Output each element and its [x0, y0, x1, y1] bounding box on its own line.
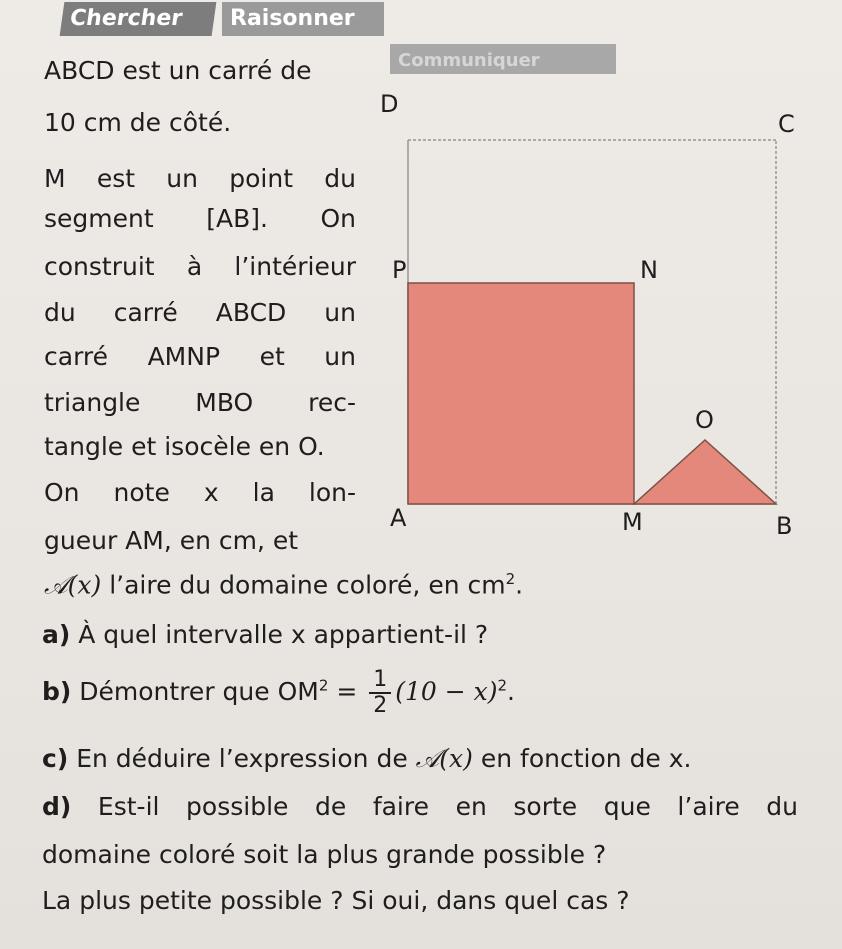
- statement-line-1: ABCD est un carré de: [44, 56, 312, 85]
- statement-line-6: du carré ABCD un: [44, 298, 356, 327]
- question-c-label: c): [42, 744, 69, 773]
- statement-line-8: triangle MBO rec-: [44, 388, 356, 417]
- question-c-text-1: En déduire l’expression de: [76, 744, 416, 773]
- area-function-c: 𝒜(x): [415, 744, 473, 773]
- question-a-text: À quel intervalle x appartient-il ?: [78, 620, 489, 649]
- question-b-label: b): [42, 677, 72, 706]
- label-c: C: [778, 110, 795, 138]
- statement-line-2: 10 cm de côté.: [44, 108, 232, 137]
- question-d-line-1: [42, 792, 798, 821]
- statement-line-12-end: .: [515, 570, 524, 600]
- question-d-label: d): [42, 792, 72, 821]
- label-o: O: [695, 406, 714, 434]
- label-p: P: [392, 256, 407, 284]
- fraction-denominator: 2: [373, 693, 388, 718]
- statement-line-11: gueur AM, en cm, et: [44, 526, 299, 555]
- question-b-end: .: [507, 677, 515, 706]
- label-m: M: [622, 508, 643, 536]
- label-b: B: [776, 512, 793, 540]
- question-b-text: Démontrer que OM: [79, 677, 319, 706]
- question-a: [42, 620, 488, 649]
- square-amnp: [408, 283, 634, 504]
- tag-communiquer: Communiquer: [390, 44, 616, 74]
- expression-exponent: 2: [497, 676, 508, 695]
- statement-line-12-text: l’aire du domaine coloré, en cm: [101, 570, 506, 600]
- label-n: N: [640, 256, 658, 284]
- fraction-one-half: [369, 668, 391, 718]
- fraction-numerator: 1: [369, 668, 391, 694]
- question-b-expression: (10 − x): [395, 677, 498, 706]
- triangle-mbo: [634, 440, 776, 504]
- tag-raisonner: Raisonner: [222, 2, 384, 36]
- question-c-text-2: en fonction de x.: [472, 744, 692, 773]
- question-a-label: a): [42, 620, 71, 649]
- label-a: A: [390, 504, 407, 532]
- question-b: [42, 668, 515, 718]
- unit-exponent: 2: [505, 570, 516, 588]
- statement-line-9: tangle et isocèle en O.: [44, 432, 325, 461]
- tag-chercher: Chercher: [60, 2, 217, 36]
- question-c: [42, 744, 692, 774]
- statement-line-4: segment [AB]. On: [44, 204, 356, 233]
- label-d: D: [380, 90, 399, 118]
- statement-line-7: carré AMNP et un: [44, 342, 356, 371]
- area-function: 𝒜(x): [44, 570, 102, 600]
- question-d-line-2: domaine coloré soit la plus grande possible ?: [42, 840, 607, 869]
- statement-line-3: M est un point du: [44, 164, 356, 193]
- question-d-line-3: La plus petite possible ? Si oui, dans quel cas ?: [42, 886, 630, 915]
- statement-line-5: construit à l’intérieur: [44, 252, 356, 281]
- question-d-text-1: Est-il possible de faire en sorte que l’aire du: [97, 792, 798, 821]
- om-exponent: 2: [318, 676, 329, 695]
- statement-line-10: On note x la lon-: [44, 478, 356, 507]
- equals-sign: =: [328, 677, 366, 706]
